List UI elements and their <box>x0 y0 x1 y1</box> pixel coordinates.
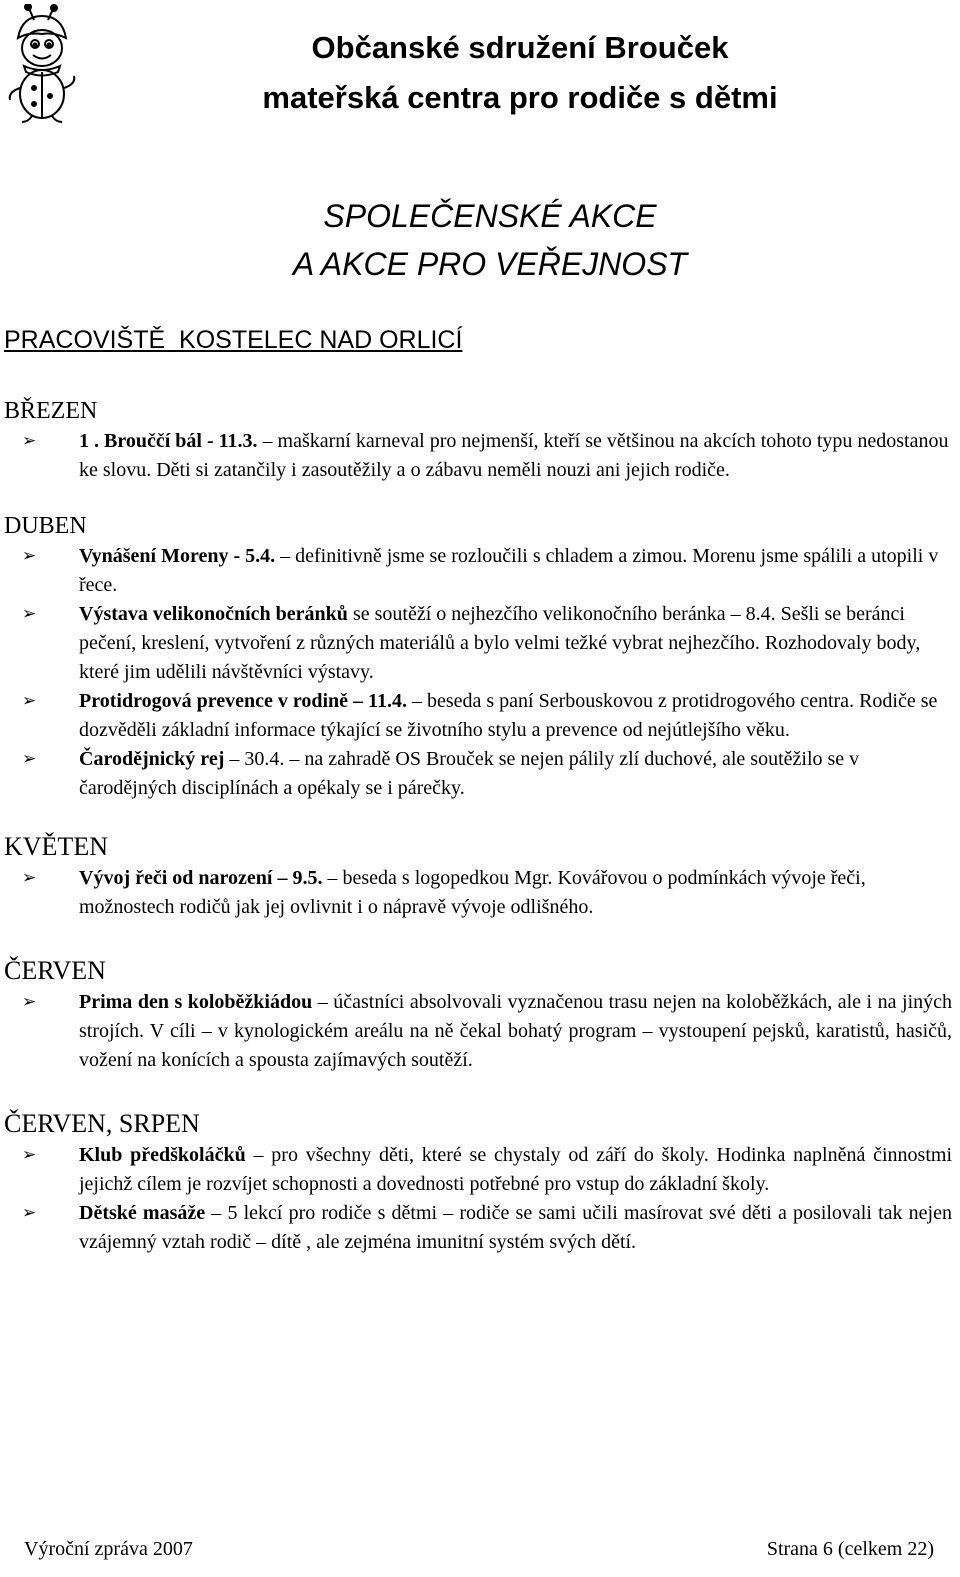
event-description: – beseda s logopedkou Mgr. Kovářovou o podmínkách vývoje řeči, možnostech rodičů jak jej ovlivnit i o nápravě vývoje odlišného. <box>79 867 866 918</box>
event-description: – definitivně jsme se rozloučili s chladem a zimou. Morenu jsme spálili a utopili v řece. <box>79 545 939 596</box>
events-content <box>4 395 952 1257</box>
event-description: – 5 lekcí pro rodiče s dětmi – rodiče se sami učili masírovat své děti a posilovali tak nejen vzájemný vztah rodič – dítě , ale zejména imunitní systém svých dětí. <box>79 1202 952 1253</box>
list-item <box>4 1199 952 1257</box>
organization-subtitle: mateřská centra pro rodiče s dětmi <box>262 80 778 115</box>
event-title: Klub předškoláčků <box>79 1144 246 1166</box>
arrow-bullet-icon: ➢ <box>22 1145 37 1165</box>
list-item <box>4 687 952 745</box>
footer-page-number: Strana 6 (celkem 22) <box>766 1538 934 1560</box>
list-item <box>4 600 952 687</box>
brouček-logo-icon <box>4 4 80 124</box>
list-item <box>4 427 952 485</box>
event-list-cerven <box>4 988 952 1075</box>
month-heading-cerven: ČERVEN <box>4 956 106 985</box>
month-heading-duben: DUBEN <box>4 513 87 539</box>
event-list-cerven-srpen <box>4 1141 952 1257</box>
event-description: – maškarní karneval pro nejmenší, kteří se většinou na akcích tohoto typu nedostanou ke slovu. Děti si zatančily i zasoutěžily a o zábavu neměli nouzi ani jejich rodiče. <box>79 430 949 481</box>
arrow-bullet-icon: ➢ <box>22 868 37 888</box>
event-description: se soutěží o nejhezčího velikonočního beránka – 8.4. Sešli se beránci pečení, kreslení, vytvoření z různých materiálů a bylo velmi težké vybrat nejhezčího. Rozhodovaly body, které jim udělili návštěvníci výstavy. <box>79 603 921 683</box>
month-heading-kveten: KVĚTEN <box>4 832 108 861</box>
page-title-line1: SPOLEČENSKÉ AKCE <box>323 198 657 234</box>
site-heading: PRACOVIŠTĚ KOSTELEC NAD ORLICÍ <box>4 326 463 354</box>
event-description: – beseda s paní Serbouskovou z protidrogového centra. Rodiče se dozvěděli základní informace týkající se životního stylu a prevence od nejútlejšího věku. <box>79 690 938 741</box>
arrow-bullet-icon: ➢ <box>22 1203 37 1223</box>
list-item <box>4 745 952 803</box>
event-description: – pro všechny děti, které se chystaly od září do školy. Hodinka naplněná činnostmi jejichž cílem je rozvíjet schopnosti a dovednosti potřebné pro vstup do základní školy. <box>79 1144 953 1195</box>
event-description: – 30.4. – na zahradě OS Brouček se nejen pálily zlí duchové, ale soutěžilo se v čarodějných disciplínách a opékaly se i párečky. <box>79 748 860 799</box>
event-title: Prima den s koloběžkiádou <box>79 991 313 1013</box>
month-heading-cerven-srpen: ČERVEN, SRPEN <box>4 1109 200 1138</box>
list-item <box>4 864 952 922</box>
arrow-bullet-icon: ➢ <box>22 546 37 566</box>
event-title: Výstava velikonočních beránků <box>79 603 348 625</box>
footer-report-title: Výroční zpráva 2007 <box>24 1538 193 1560</box>
month-heading-brezen: BŘEZEN <box>4 398 98 424</box>
event-list-brezen <box>4 427 952 485</box>
arrow-bullet-icon: ➢ <box>22 431 37 451</box>
arrow-bullet-icon: ➢ <box>22 691 37 711</box>
arrow-bullet-icon: ➢ <box>22 749 37 769</box>
event-title: 1 . Brouččí bál - 11.3. <box>79 430 258 452</box>
event-title: Čarodějnický rej <box>79 748 225 770</box>
arrow-bullet-icon: ➢ <box>22 604 37 624</box>
event-description: – účastníci absolvovali vyznačenou trasu nejen na koloběžkách, ale i na jiných strojích. V cíli – v kynologickém areálu na ně čekal bohatý program – vystoupení pejsků, karatistů, hasičů, vožení na konících a spousta zajímavých soutěží. <box>79 991 952 1071</box>
event-title: Protidrogová prevence v rodině – 11.4. <box>79 690 407 712</box>
list-item <box>4 1141 952 1199</box>
arrow-bullet-icon: ➢ <box>22 992 37 1012</box>
event-title: Vynášení Moreny - 5.4. <box>79 545 276 567</box>
event-title: Vývoj řeči od narození – 9.5. <box>79 867 323 889</box>
event-list-kveten <box>4 864 952 922</box>
page-title-line2: A AKCE PRO VEŘEJNOST <box>292 246 688 282</box>
event-list-duben <box>4 542 952 803</box>
list-item <box>4 988 952 1075</box>
list-item <box>4 542 952 600</box>
event-title: Dětské masáže <box>79 1202 206 1224</box>
organization-name: Občanské sdružení Brouček <box>311 30 729 65</box>
